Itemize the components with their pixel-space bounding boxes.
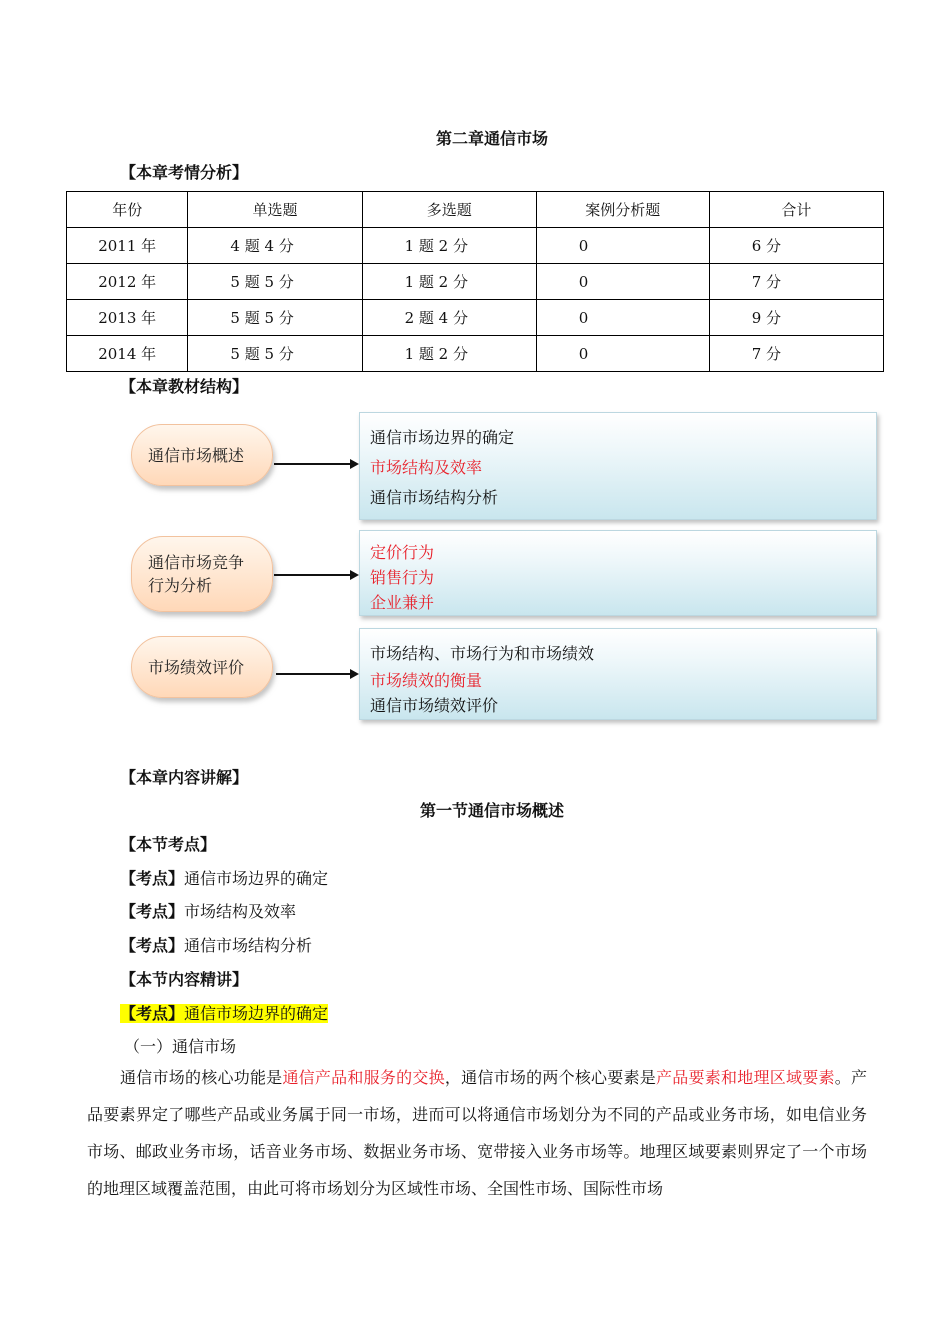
- header-single: 单选题: [188, 192, 362, 228]
- table-row: [67, 336, 884, 372]
- table-header-row: [67, 192, 884, 228]
- table-cell: 5 题 5 分: [188, 300, 362, 336]
- paragraph-emphasis: 通信产品和服务的交换: [282, 1068, 445, 1087]
- key-point-text: 通信市场边界的确定: [184, 1004, 329, 1023]
- table-cell: 0: [536, 264, 709, 300]
- topic-item: 通信市场边界的确定: [370, 428, 515, 447]
- table-row: [67, 300, 884, 336]
- topic-item: 市场绩效的衡量: [370, 671, 483, 690]
- key-point-text: 市场结构及效率: [184, 902, 297, 921]
- table-cell: 1 题 2 分: [362, 228, 536, 264]
- topic-box-overview: [359, 412, 877, 520]
- chapter-title: 第二章通信市场: [435, 129, 548, 148]
- section-pill-label: 市场绩效评价: [148, 657, 245, 677]
- arrow-icon: [274, 463, 351, 465]
- key-point-tag: 【考点】: [120, 902, 185, 921]
- key-point-text: 通信市场边界的确定: [184, 869, 329, 888]
- header-case: 案例分析题: [536, 192, 709, 228]
- highlighted-key-point: [120, 1001, 328, 1024]
- topic-item: 企业兼并: [370, 593, 435, 612]
- table-cell: 5 题 5 分: [188, 336, 362, 372]
- paragraph-emphasis: 产品要素和地理区域要素: [656, 1068, 835, 1087]
- topic-box-competition: [359, 530, 877, 616]
- paragraph-text: 通信市场的核心功能是: [120, 1068, 283, 1087]
- key-point-item: [120, 899, 296, 922]
- exam-analysis-heading: 【本章考情分析】: [120, 163, 249, 182]
- header-multi: 多选题: [362, 192, 536, 228]
- topic-item: 通信市场绩效评价: [370, 696, 499, 715]
- arrow-icon: [274, 574, 351, 576]
- table-cell: 1 题 2 分: [362, 264, 536, 300]
- key-point-item: [120, 866, 328, 889]
- table-cell: 2013 年: [67, 300, 188, 336]
- table-cell: 1 题 2 分: [362, 336, 536, 372]
- table-cell: 6 分: [709, 228, 883, 264]
- structure-heading: 【本章教材结构】: [120, 377, 249, 396]
- key-point-tag: 【考点】: [120, 1004, 185, 1023]
- topic-box-performance: [359, 628, 877, 720]
- header-total: 合计: [709, 192, 883, 228]
- table-cell: 4 题 4 分: [188, 228, 362, 264]
- table-cell: 2 题 4 分: [362, 300, 536, 336]
- key-point-item: [120, 933, 312, 956]
- topic-item: 市场结构、市场行为和市场绩效: [370, 644, 595, 663]
- table-cell: 0: [536, 300, 709, 336]
- section-pill-label: 行为分析: [148, 576, 213, 595]
- subsection-title: （一）通信市场: [124, 1037, 237, 1056]
- table-cell: 2011 年: [67, 228, 188, 264]
- topic-item: 定价行为: [370, 543, 435, 562]
- section1-title: 第一节通信市场概述: [419, 801, 564, 820]
- table-row: [67, 264, 884, 300]
- body-paragraph: [87, 1059, 867, 1207]
- content-heading: 【本章内容讲解】: [120, 768, 249, 787]
- section-pill-label: 通信市场竞争: [148, 553, 245, 572]
- section-pill-performance: [131, 636, 273, 698]
- topic-item: 销售行为: [370, 568, 435, 587]
- table-row: [67, 228, 884, 264]
- detail-heading: 【本节内容精讲】: [120, 970, 249, 989]
- topic-item: 通信市场结构分析: [370, 488, 499, 507]
- table-cell: 7 分: [709, 336, 883, 372]
- paragraph-text: ，通信市场的两个核心要素是: [444, 1068, 657, 1087]
- key-point-text: 通信市场结构分析: [184, 936, 313, 955]
- section-pill-competition: [131, 536, 273, 612]
- key-point-tag: 【考点】: [120, 869, 185, 888]
- section-pill-overview: [131, 424, 273, 486]
- table-cell: 0: [536, 228, 709, 264]
- table-cell: 9 分: [709, 300, 883, 336]
- table-cell: 5 题 5 分: [188, 264, 362, 300]
- table-cell: 0: [536, 336, 709, 372]
- header-year: 年份: [67, 192, 188, 228]
- key-point-tag: 【考点】: [120, 936, 185, 955]
- key-points-heading: 【本节考点】: [120, 835, 217, 854]
- table-cell: 7 分: [709, 264, 883, 300]
- section-pill-label: 通信市场概述: [148, 445, 245, 465]
- table-cell: 2012 年: [67, 264, 188, 300]
- topic-item: 市场结构及效率: [370, 458, 483, 477]
- table-cell: 2014 年: [67, 336, 188, 372]
- arrow-icon: [276, 673, 351, 675]
- exam-analysis-table: [66, 191, 884, 372]
- paragraph-text: 。产品要素界定了哪些产品或业务属于同一市场，进而可以将通信市场划分为不同的产品或业务市场，如电信业务市场、邮政业务市场，话音业务市场、数据业务市场、宽带接入业务市场等。地理区域要素则界定了一个市场的地理区域覆盖范围，由此可将市场划分为区域性市场、全国性市场、国际性市场: [87, 1068, 867, 1198]
